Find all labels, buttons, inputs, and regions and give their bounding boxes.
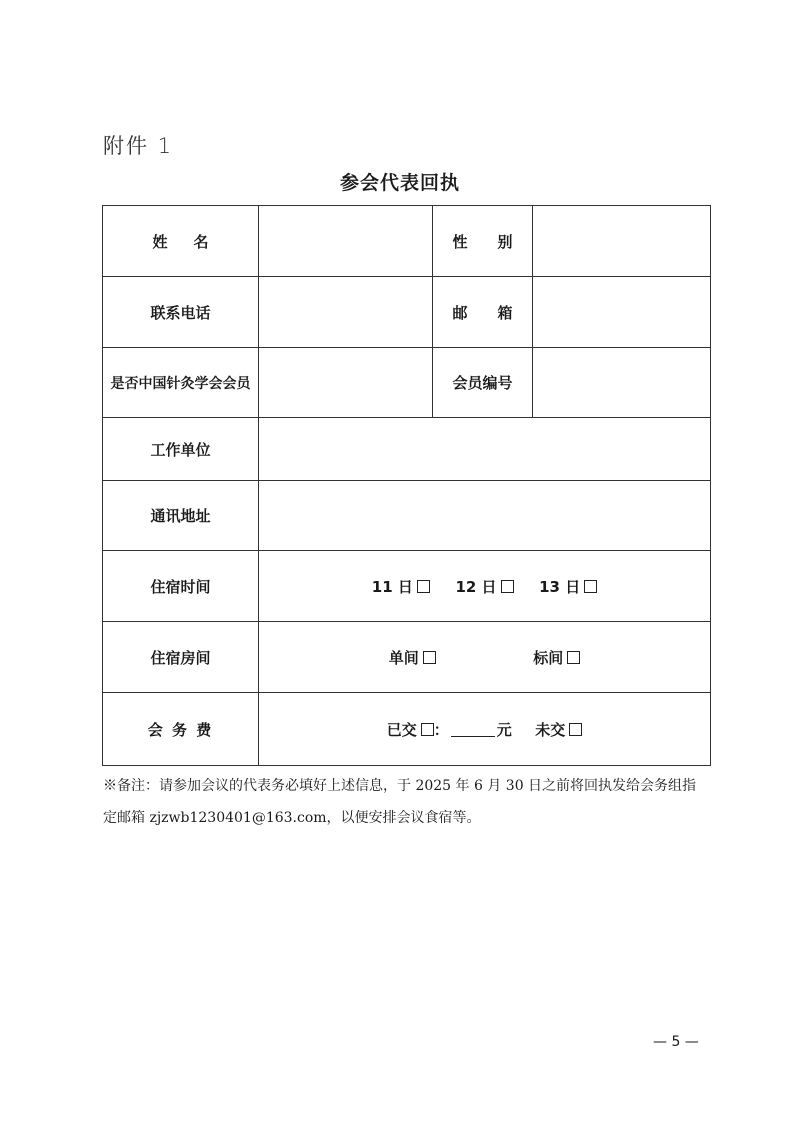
stay-day-11-option[interactable]: 11 日 [372,576,430,597]
email-field[interactable] [533,277,711,348]
name-label: 姓 名 [103,206,259,277]
table-row [103,693,711,766]
member-number-label: 会员编号 [433,348,533,418]
stay-time-label: 住宿时间 [103,551,259,622]
note-line-1: ※备注：请参加会议的代表务必填好上述信息，于 2025 年 6 月 30 日之前将回执发给会务组指 [103,778,697,794]
checkbox[interactable] [417,580,430,593]
work-unit-label: 工作单位 [103,418,259,481]
table-row [103,206,711,277]
stay-time-options [259,551,711,622]
checkbox[interactable] [421,723,434,736]
fee-unpaid-option[interactable]: 未交 [535,719,582,740]
fee-label: 会 务 费 [103,693,259,766]
phone-label: 联系电话 [103,277,259,348]
stay-day-12-option[interactable]: 12 日 [455,576,513,597]
phone-field[interactable] [259,277,433,348]
double-room-option[interactable]: 标间 [533,647,580,668]
table-row [103,622,711,693]
checkbox[interactable] [501,580,514,593]
member-number-field[interactable] [533,348,711,418]
table-row [103,348,711,418]
member-label: 是否中国针灸学会会员 [103,348,259,418]
address-field[interactable] [259,481,711,551]
room-label: 住宿房间 [103,622,259,693]
member-field[interactable] [259,348,433,418]
single-room-option[interactable]: 单间 [389,647,436,668]
table-row [103,277,711,348]
form-title: 参会代表回执 [339,172,460,194]
work-unit-field[interactable] [259,418,711,481]
name-field[interactable] [259,206,433,277]
checkbox[interactable] [584,580,597,593]
fee-amount-blank[interactable] [451,722,495,737]
checkbox[interactable] [569,723,582,736]
table-row [103,481,711,551]
room-options [259,622,711,693]
email-label: 邮 箱 [433,277,533,348]
table-row [103,418,711,481]
fee-paid-option[interactable]: 已交 ： 元 [386,720,512,739]
stay-day-13-option[interactable]: 13 日 [539,576,597,597]
fee-options [259,693,711,766]
gender-field[interactable] [533,206,711,277]
note [103,770,703,834]
gender-label: 性 别 [433,206,533,277]
page-number: — 5 — [653,1034,699,1050]
checkbox[interactable] [567,651,580,664]
table-row [103,551,711,622]
registration-form-table [102,205,711,766]
checkbox[interactable] [423,651,436,664]
note-line-2: 定邮箱 zjzwb1230401@163.com，以便安排会议食宿等。 [103,810,481,826]
attachment-label: 附件 1 [103,134,174,158]
address-label: 通讯地址 [103,481,259,551]
